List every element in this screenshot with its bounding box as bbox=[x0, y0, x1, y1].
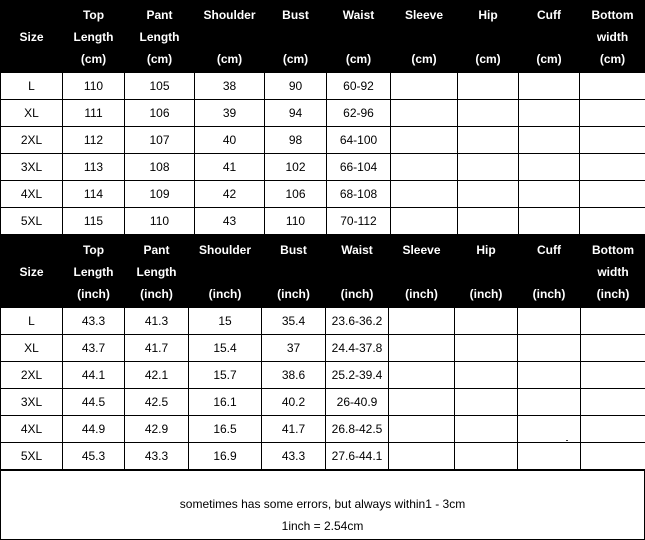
measurement-cell: 111 bbox=[63, 100, 125, 127]
measurement-cell: 43.3 bbox=[262, 443, 326, 470]
measurement-cell bbox=[518, 389, 581, 416]
header-line: Pant bbox=[125, 4, 194, 26]
header-spacer bbox=[1, 4, 62, 26]
measurement-cell bbox=[581, 416, 645, 443]
header-spacer bbox=[326, 261, 388, 283]
measurement-cell: 35.4 bbox=[262, 308, 326, 335]
measurement-cell bbox=[580, 154, 645, 181]
header-line: (inch) bbox=[125, 283, 188, 305]
measurement-cell: 109 bbox=[125, 181, 195, 208]
header-line: Top bbox=[63, 239, 124, 261]
header-line: width bbox=[581, 261, 645, 283]
header-spacer bbox=[518, 261, 580, 283]
measurement-cell: 40.2 bbox=[262, 389, 326, 416]
column-header-cm bbox=[195, 1, 265, 73]
size-table-inch bbox=[0, 235, 645, 470]
header-line: (cm) bbox=[125, 48, 194, 70]
measurement-cell: 44.9 bbox=[63, 416, 125, 443]
measurement-cell bbox=[458, 100, 519, 127]
measurement-cell: 42.9 bbox=[125, 416, 189, 443]
measurement-cell: 27.6-44.1 bbox=[326, 443, 389, 470]
measurement-cell: 44.5 bbox=[63, 389, 125, 416]
measurement-cell bbox=[455, 335, 518, 362]
measurement-cell: 106 bbox=[125, 100, 195, 127]
measurement-cell: 114 bbox=[63, 181, 125, 208]
header-spacer bbox=[1, 283, 62, 305]
measurement-cell: 43.3 bbox=[63, 308, 125, 335]
measurement-cell bbox=[518, 335, 581, 362]
measurement-cell bbox=[519, 100, 580, 127]
header-line: (inch) bbox=[326, 283, 388, 305]
header-line: Waist bbox=[326, 239, 388, 261]
column-header-cm bbox=[519, 1, 580, 73]
size-cell: L bbox=[1, 73, 63, 100]
measurement-cell: 37 bbox=[262, 335, 326, 362]
header-line: Hip bbox=[455, 239, 517, 261]
header-line: (inch) bbox=[455, 283, 517, 305]
measurement-cell bbox=[391, 154, 458, 181]
measurement-cell: 41.7 bbox=[125, 335, 189, 362]
size-cell: 4XL bbox=[1, 416, 63, 443]
measurement-cell bbox=[580, 181, 645, 208]
column-header-inch bbox=[1, 236, 63, 308]
measurement-cell bbox=[389, 443, 455, 470]
measurement-cell: 102 bbox=[265, 154, 327, 181]
measurement-cell bbox=[519, 181, 580, 208]
measurement-cell bbox=[389, 362, 455, 389]
size-cell: 5XL bbox=[1, 443, 63, 470]
header-spacer bbox=[189, 261, 261, 283]
measurement-cell: 112 bbox=[63, 127, 125, 154]
header-spacer bbox=[265, 26, 326, 48]
note-error-text: sometimes has some errors, but always within1 - 3cm bbox=[1, 497, 644, 511]
header-spacer bbox=[1, 48, 62, 70]
measurement-cell: 42 bbox=[195, 181, 265, 208]
measurement-cell: 108 bbox=[125, 154, 195, 181]
header-line: Size bbox=[1, 261, 62, 283]
size-cell: 2XL bbox=[1, 362, 63, 389]
header-line: Sleeve bbox=[389, 239, 454, 261]
table-header-cm bbox=[1, 1, 645, 73]
measurement-cell: 16.5 bbox=[189, 416, 262, 443]
measurement-cell: 24.4-37.8 bbox=[326, 335, 389, 362]
stray-mark bbox=[566, 440, 568, 441]
measurement-cell bbox=[519, 73, 580, 100]
header-line: Hip bbox=[458, 4, 518, 26]
header-line: Length bbox=[63, 26, 124, 48]
column-header-cm bbox=[580, 1, 645, 73]
header-spacer bbox=[327, 26, 390, 48]
column-header-inch bbox=[262, 236, 326, 308]
measurement-cell: 45.3 bbox=[63, 443, 125, 470]
table-row bbox=[1, 335, 645, 362]
column-header-cm bbox=[125, 1, 195, 73]
measurement-cell: 15.4 bbox=[189, 335, 262, 362]
measurement-cell: 43.3 bbox=[125, 443, 189, 470]
table-row bbox=[1, 181, 645, 208]
header-spacer bbox=[389, 261, 454, 283]
measurement-cell: 115 bbox=[63, 208, 125, 235]
column-header-inch bbox=[518, 236, 581, 308]
table-row bbox=[1, 154, 645, 181]
header-line: Cuff bbox=[519, 4, 579, 26]
measurement-cell: 64-100 bbox=[327, 127, 391, 154]
measurement-cell bbox=[389, 308, 455, 335]
measurement-cell bbox=[389, 335, 455, 362]
header-line: (inch) bbox=[389, 283, 454, 305]
header-line: Pant bbox=[125, 239, 188, 261]
measurement-cell: 23.6-36.2 bbox=[326, 308, 389, 335]
column-header-cm bbox=[391, 1, 458, 73]
header-line: Cuff bbox=[518, 239, 580, 261]
measurement-note bbox=[0, 470, 645, 540]
measurement-cell: 38 bbox=[195, 73, 265, 100]
table-row bbox=[1, 308, 645, 335]
measurement-cell: 66-104 bbox=[327, 154, 391, 181]
measurement-cell bbox=[391, 100, 458, 127]
header-line: Bust bbox=[262, 239, 325, 261]
table-row bbox=[1, 362, 645, 389]
measurement-cell bbox=[581, 389, 645, 416]
header-line: Shoulder bbox=[195, 4, 264, 26]
table-row bbox=[1, 73, 645, 100]
column-header-cm bbox=[1, 1, 63, 73]
measurement-cell bbox=[580, 73, 645, 100]
column-header-inch bbox=[63, 236, 125, 308]
measurement-cell: 70-112 bbox=[327, 208, 391, 235]
measurement-cell: 60-92 bbox=[327, 73, 391, 100]
size-cell: XL bbox=[1, 100, 63, 127]
measurement-cell: 41 bbox=[195, 154, 265, 181]
column-header-inch bbox=[581, 236, 645, 308]
header-line: Shoulder bbox=[189, 239, 261, 261]
header-line: Bust bbox=[265, 4, 326, 26]
column-header-inch bbox=[125, 236, 189, 308]
measurement-cell bbox=[391, 208, 458, 235]
measurement-cell bbox=[391, 181, 458, 208]
measurement-cell: 110 bbox=[265, 208, 327, 235]
measurement-cell: 16.9 bbox=[189, 443, 262, 470]
header-line: Top bbox=[63, 4, 124, 26]
measurement-cell: 41.7 bbox=[262, 416, 326, 443]
header-spacer bbox=[195, 26, 264, 48]
size-cell: 3XL bbox=[1, 154, 63, 181]
measurement-cell: 90 bbox=[265, 73, 327, 100]
table-row bbox=[1, 443, 645, 470]
measurement-cell: 107 bbox=[125, 127, 195, 154]
header-line: Bottom bbox=[581, 239, 645, 261]
header-line: Length bbox=[125, 26, 194, 48]
measurement-cell bbox=[458, 208, 519, 235]
measurement-cell bbox=[518, 308, 581, 335]
size-cell: 3XL bbox=[1, 389, 63, 416]
header-line: width bbox=[580, 26, 645, 48]
table-body-inch bbox=[1, 308, 645, 470]
measurement-cell: 110 bbox=[63, 73, 125, 100]
measurement-cell: 94 bbox=[265, 100, 327, 127]
table-row bbox=[1, 416, 645, 443]
header-line: Sleeve bbox=[391, 4, 457, 26]
column-header-cm bbox=[265, 1, 327, 73]
header-line: (cm) bbox=[580, 48, 645, 70]
measurement-cell: 43.7 bbox=[63, 335, 125, 362]
size-table-cm bbox=[0, 0, 645, 235]
measurement-cell: 15.7 bbox=[189, 362, 262, 389]
header-spacer bbox=[519, 26, 579, 48]
column-header-inch bbox=[326, 236, 389, 308]
column-header-cm bbox=[458, 1, 519, 73]
measurement-cell bbox=[389, 416, 455, 443]
measurement-cell bbox=[458, 181, 519, 208]
measurement-cell: 42.5 bbox=[125, 389, 189, 416]
header-line: Length bbox=[63, 261, 124, 283]
measurement-cell: 44.1 bbox=[63, 362, 125, 389]
measurement-cell bbox=[518, 416, 581, 443]
column-header-cm bbox=[63, 1, 125, 73]
size-cell: L bbox=[1, 308, 63, 335]
table-header-inch bbox=[1, 236, 645, 308]
measurement-cell bbox=[581, 362, 645, 389]
measurement-cell: 98 bbox=[265, 127, 327, 154]
column-header-inch bbox=[389, 236, 455, 308]
measurement-cell bbox=[455, 416, 518, 443]
header-line: (cm) bbox=[327, 48, 390, 70]
header-line: (cm) bbox=[391, 48, 457, 70]
note-conversion-text: 1inch = 2.54cm bbox=[1, 519, 644, 533]
header-line: (cm) bbox=[458, 48, 518, 70]
measurement-cell: 42.1 bbox=[125, 362, 189, 389]
header-line: Length bbox=[125, 261, 188, 283]
measurement-cell: 41.3 bbox=[125, 308, 189, 335]
measurement-cell bbox=[519, 127, 580, 154]
header-line: (inch) bbox=[518, 283, 580, 305]
measurement-cell: 40 bbox=[195, 127, 265, 154]
table-row bbox=[1, 389, 645, 416]
header-spacer bbox=[391, 26, 457, 48]
measurement-cell: 113 bbox=[63, 154, 125, 181]
size-cell: 5XL bbox=[1, 208, 63, 235]
measurement-cell bbox=[455, 308, 518, 335]
measurement-cell bbox=[580, 127, 645, 154]
measurement-cell: 16.1 bbox=[189, 389, 262, 416]
measurement-cell: 62-96 bbox=[327, 100, 391, 127]
header-line: Waist bbox=[327, 4, 390, 26]
measurement-cell bbox=[455, 389, 518, 416]
measurement-cell: 68-108 bbox=[327, 181, 391, 208]
measurement-cell: 110 bbox=[125, 208, 195, 235]
measurement-cell bbox=[455, 362, 518, 389]
measurement-cell bbox=[458, 73, 519, 100]
measurement-cell bbox=[580, 208, 645, 235]
measurement-cell: 25.2-39.4 bbox=[326, 362, 389, 389]
measurement-cell: 105 bbox=[125, 73, 195, 100]
table-row bbox=[1, 127, 645, 154]
measurement-cell bbox=[581, 335, 645, 362]
header-line: (cm) bbox=[63, 48, 124, 70]
table-row bbox=[1, 100, 645, 127]
header-line: (inch) bbox=[189, 283, 261, 305]
measurement-cell: 43 bbox=[195, 208, 265, 235]
header-spacer bbox=[1, 239, 62, 261]
header-spacer bbox=[455, 261, 517, 283]
header-line: (cm) bbox=[265, 48, 326, 70]
measurement-cell bbox=[581, 443, 645, 470]
measurement-cell: 39 bbox=[195, 100, 265, 127]
measurement-cell bbox=[518, 443, 581, 470]
table-body-cm bbox=[1, 73, 645, 235]
measurement-cell bbox=[518, 362, 581, 389]
header-spacer bbox=[262, 261, 325, 283]
header-line: Bottom bbox=[580, 4, 645, 26]
table-row bbox=[1, 208, 645, 235]
size-cell: 2XL bbox=[1, 127, 63, 154]
header-spacer bbox=[458, 26, 518, 48]
measurement-cell bbox=[458, 127, 519, 154]
header-line: (cm) bbox=[519, 48, 579, 70]
measurement-cell bbox=[455, 443, 518, 470]
measurement-cell: 106 bbox=[265, 181, 327, 208]
measurement-cell bbox=[580, 100, 645, 127]
measurement-cell bbox=[581, 308, 645, 335]
measurement-cell bbox=[391, 127, 458, 154]
header-line: (inch) bbox=[262, 283, 325, 305]
header-line: (inch) bbox=[63, 283, 124, 305]
measurement-cell bbox=[519, 208, 580, 235]
header-line: Size bbox=[1, 26, 62, 48]
header-line: (cm) bbox=[195, 48, 264, 70]
column-header-inch bbox=[455, 236, 518, 308]
size-cell: XL bbox=[1, 335, 63, 362]
measurement-cell: 15 bbox=[189, 308, 262, 335]
measurement-cell: 26-40.9 bbox=[326, 389, 389, 416]
measurement-cell: 38.6 bbox=[262, 362, 326, 389]
measurement-cell bbox=[391, 73, 458, 100]
measurement-cell bbox=[519, 154, 580, 181]
column-header-cm bbox=[327, 1, 391, 73]
size-cell: 4XL bbox=[1, 181, 63, 208]
column-header-inch bbox=[189, 236, 262, 308]
measurement-cell bbox=[389, 389, 455, 416]
measurement-cell: 26.8-42.5 bbox=[326, 416, 389, 443]
measurement-cell bbox=[458, 154, 519, 181]
header-line: (inch) bbox=[581, 283, 645, 305]
